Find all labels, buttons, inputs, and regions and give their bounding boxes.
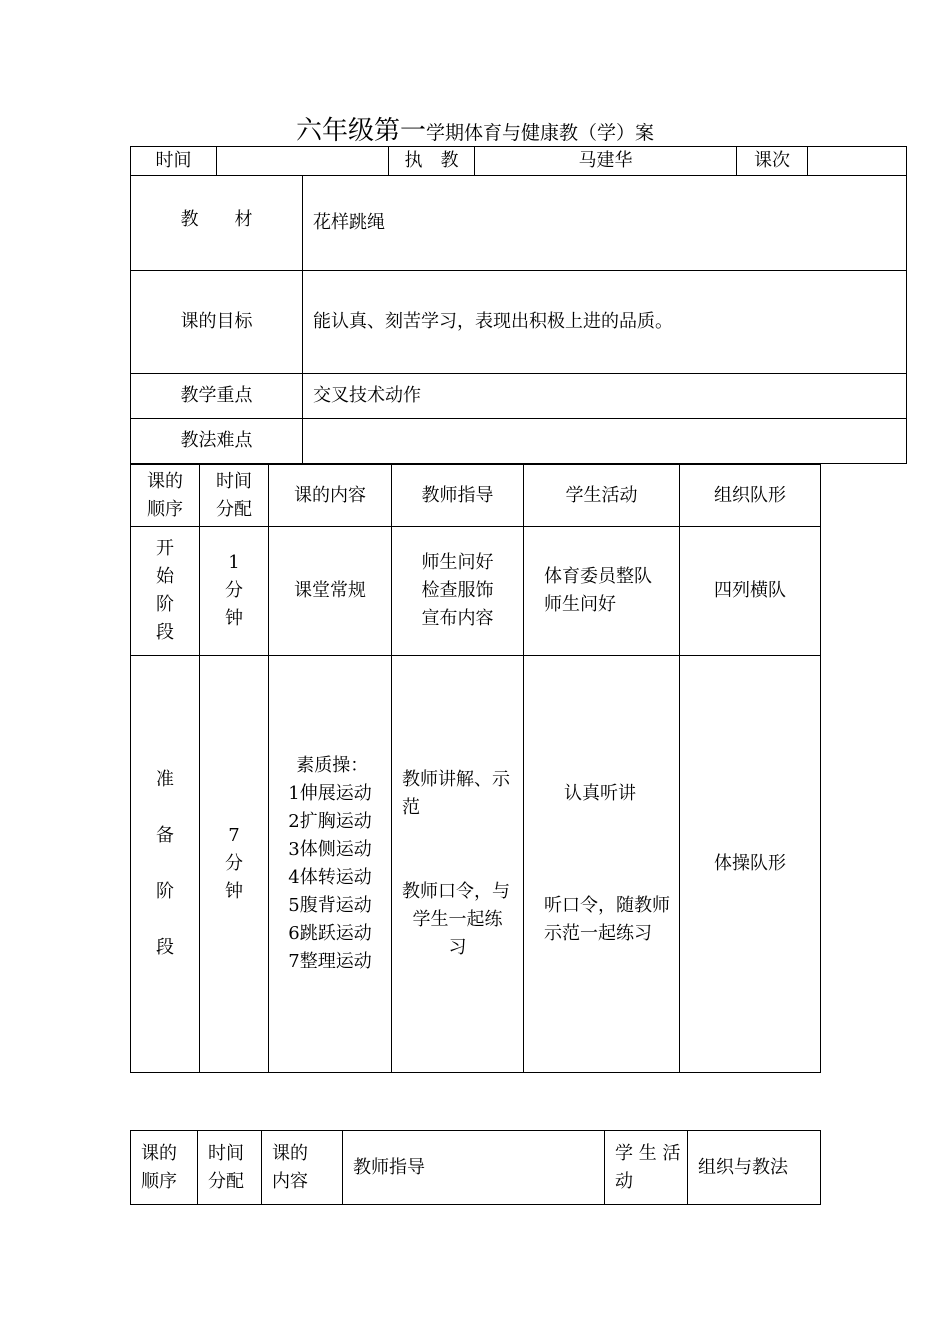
second-content-header: 课的 内容 <box>262 1131 343 1205</box>
time-label: 时间 <box>131 147 217 176</box>
teacher-value: 马建华 <box>475 147 737 176</box>
activity-header: 学生活动 <box>524 465 680 527</box>
order-header: 课的 顺序 <box>131 465 200 527</box>
stage-prep-row <box>131 656 821 1073</box>
stage-start-content: 课堂常规 <box>269 527 392 656</box>
lesson-no-value <box>808 147 907 176</box>
time-value <box>217 147 389 176</box>
material-value: 花样跳绳 <box>303 176 907 271</box>
plan-header-row <box>131 465 821 527</box>
header-row <box>131 147 907 176</box>
stage-prep-content: 素质操： 1伸展运动 2扩胸运动 3体侧运动 4体转运动 5腹背运动 6跳跃运动 7整理运动 <box>269 656 392 1073</box>
stage-start-row <box>131 527 821 656</box>
stage-prep-time: 7 分 钟 <box>200 656 269 1073</box>
lesson-info-table <box>130 146 907 464</box>
material-row <box>131 176 907 271</box>
key-row <box>131 374 907 419</box>
lesson-no-label: 课次 <box>737 147 808 176</box>
second-guide-header: 教师指导 <box>343 1131 605 1205</box>
key-value: 交叉技术动作 <box>303 374 907 419</box>
stage-start-time: 1 分 钟 <box>200 527 269 656</box>
key-label: 教学重点 <box>131 374 303 419</box>
stage-prep-activity: 认真听讲 听口令，随教师 示范一起练习 <box>524 656 680 1073</box>
difficulty-label: 教法难点 <box>131 419 303 464</box>
formation-header: 组织队形 <box>680 465 821 527</box>
material-label: 教 材 <box>131 176 303 271</box>
difficulty-value <box>303 419 907 464</box>
lesson-plan-table <box>130 464 821 1073</box>
difficulty-row <box>131 419 907 464</box>
stage-start-order: 开 始 阶 段 <box>131 527 200 656</box>
teacher-label: 执 教 <box>389 147 475 176</box>
stage-prep-guide: 教师讲解、示 范 教师口令，与 学生一起练 习 <box>392 656 524 1073</box>
title-small: 学期体育与健康教（学）案 <box>426 122 655 144</box>
second-activity-header: 学 生 活 动 <box>605 1131 688 1205</box>
goal-label: 课的目标 <box>131 271 303 374</box>
title-large: 六年级第一 <box>295 116 426 146</box>
second-plan-table <box>130 1130 821 1205</box>
guide-header: 教师指导 <box>392 465 524 527</box>
goal-value: 能认真、刻苦学习，表现出积极上进的品质。 <box>303 271 907 374</box>
stage-prep-formation: 体操队形 <box>680 656 821 1073</box>
second-method-header: 组织与教法 <box>688 1131 821 1205</box>
second-time-header: 时间 分配 <box>198 1131 262 1205</box>
goal-row <box>131 271 907 374</box>
second-order-header: 课的 顺序 <box>131 1131 198 1205</box>
stage-prep-order: 准 备 阶 段 <box>131 656 200 1073</box>
stage-start-guide: 师生问好 检查服饰 宣布内容 <box>392 527 524 656</box>
content-header: 课的内容 <box>269 465 392 527</box>
second-header-row <box>131 1131 821 1205</box>
stage-start-activity: 体育委员整队 师生问好 <box>524 527 680 656</box>
time-header: 时间 分配 <box>200 465 269 527</box>
stage-start-formation: 四列横队 <box>680 527 821 656</box>
